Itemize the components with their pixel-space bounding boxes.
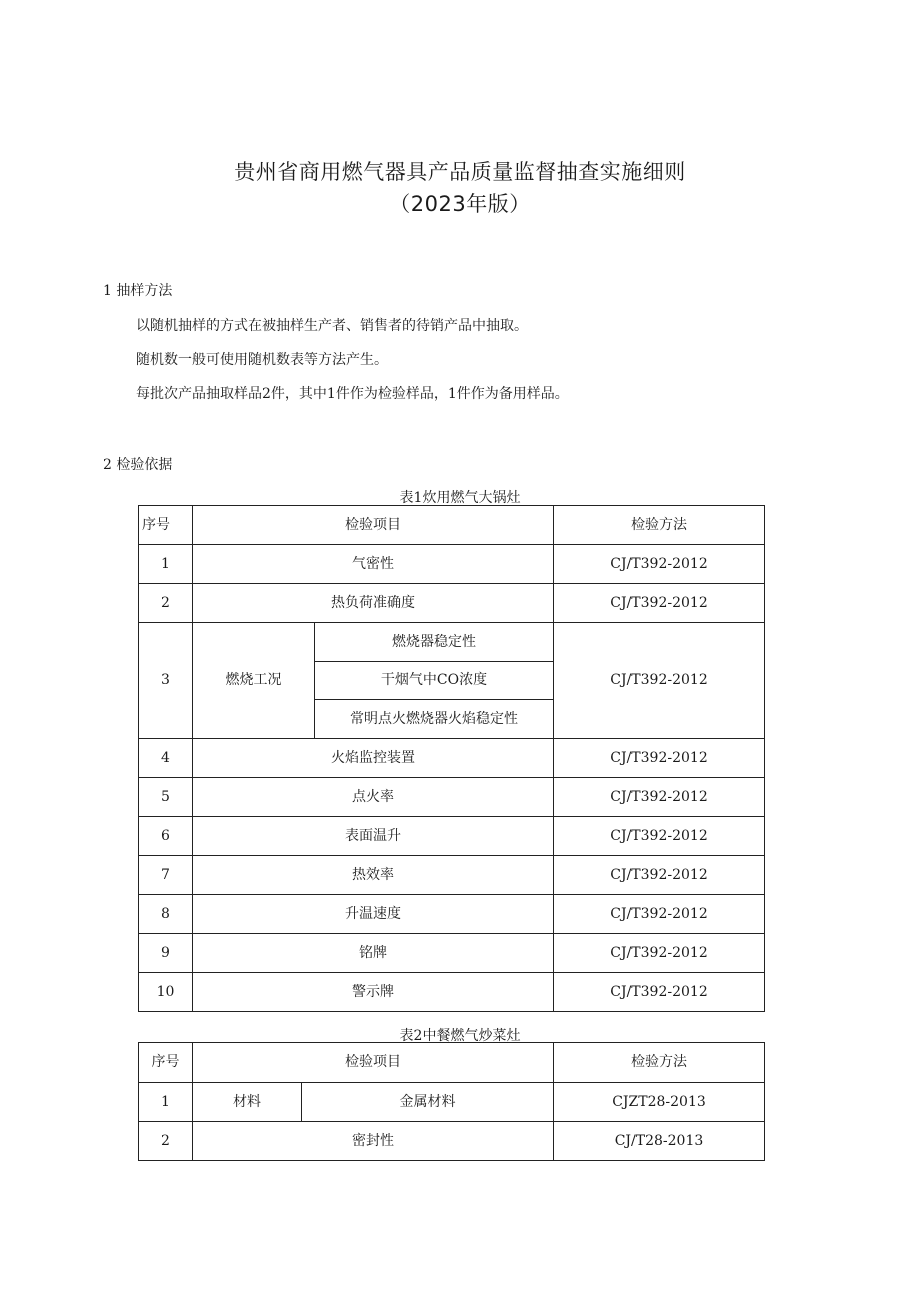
inspection-group: 材料 xyxy=(193,1083,302,1122)
table-row xyxy=(139,778,765,817)
section-1-heading: 1 抽样方法 xyxy=(103,283,173,299)
section-2-heading: 2 检验依据 xyxy=(103,457,173,473)
inspection-item: 警示牌 xyxy=(193,973,554,1012)
row-number: 1 xyxy=(139,545,193,584)
inspection-item: 密封性 xyxy=(193,1122,554,1161)
table-header-row xyxy=(139,506,765,545)
table-2-caption: 表2中餐燃气炒菜灶 xyxy=(399,1028,521,1044)
paragraph: 每批次产品抽取样品2件，其中1件作为检验样品，1件作为备用样品。 xyxy=(136,386,569,402)
table-row xyxy=(139,817,765,856)
inspection-subitem: 燃烧器稳定性 xyxy=(315,623,554,662)
inspection-method: CJ/T392-2012 xyxy=(554,895,765,934)
inspection-subitem: 常明点火燃烧器火焰稳定性 xyxy=(315,700,554,739)
row-number: 6 xyxy=(139,817,193,856)
paragraph: 以随机抽样的方式在被抽样生产者、销售者的待销产品中抽取。 xyxy=(136,318,528,334)
inspection-method: CJ/T392-2012 xyxy=(554,623,765,739)
inspection-item: 升温速度 xyxy=(193,895,554,934)
table-row xyxy=(139,1083,765,1122)
row-number: 2 xyxy=(139,584,193,623)
row-number: 4 xyxy=(139,739,193,778)
document-title: 贵州省商用燃气器具产品质量监督抽查实施细则 xyxy=(234,160,686,184)
inspection-method: CJ/T392-2012 xyxy=(554,934,765,973)
table-row xyxy=(139,739,765,778)
document-subtitle: （2023年版） xyxy=(389,192,531,216)
inspection-method: CJ/T392-2012 xyxy=(554,778,765,817)
inspection-item: 金属材料 xyxy=(302,1083,554,1122)
inspection-subitem: 干烟气中CO浓度 xyxy=(315,662,554,700)
inspection-item: 铭牌 xyxy=(193,934,554,973)
inspection-item: 火焰监控装置 xyxy=(193,739,554,778)
table-row xyxy=(139,545,765,584)
table-row xyxy=(139,1122,765,1161)
table-header-row xyxy=(139,1043,765,1083)
header-cell: 检验方法 xyxy=(554,1043,765,1083)
table-row xyxy=(139,856,765,895)
table-1-caption: 表1炊用燃气大锅灶 xyxy=(399,490,521,506)
row-number: 2 xyxy=(139,1122,193,1161)
inspection-method: CJ/T392-2012 xyxy=(554,739,765,778)
inspection-item: 点火率 xyxy=(193,778,554,817)
header-cell: 检验项目 xyxy=(193,1043,554,1083)
table-1 xyxy=(138,505,765,1012)
header-cell: 序号 xyxy=(139,506,193,545)
inspection-method: CJ/T392-2012 xyxy=(554,973,765,1012)
inspection-method: CJ/T392-2012 xyxy=(554,545,765,584)
header-cell: 检验项目 xyxy=(193,506,554,545)
inspection-method: CJ/T392-2012 xyxy=(554,817,765,856)
table-2 xyxy=(138,1042,765,1161)
header-cell: 检验方法 xyxy=(554,506,765,545)
row-number: 9 xyxy=(139,934,193,973)
inspection-item: 热负荷准确度 xyxy=(193,584,554,623)
inspection-method: CJ/T28-2013 xyxy=(554,1122,765,1161)
table-row xyxy=(139,895,765,934)
row-number: 1 xyxy=(139,1083,193,1122)
header-cell: 序号 xyxy=(139,1043,193,1083)
inspection-item: 热效率 xyxy=(193,856,554,895)
inspection-group: 燃烧工况 xyxy=(193,623,315,739)
row-number: 7 xyxy=(139,856,193,895)
table-row xyxy=(139,973,765,1012)
table-row xyxy=(139,584,765,623)
row-number: 10 xyxy=(139,973,193,1012)
inspection-method: CJ/T392-2012 xyxy=(554,856,765,895)
inspection-method: CJ/T392-2012 xyxy=(554,584,765,623)
table-row xyxy=(139,623,765,662)
inspection-item: 气密性 xyxy=(193,545,554,584)
row-number: 5 xyxy=(139,778,193,817)
row-number: 8 xyxy=(139,895,193,934)
inspection-method: CJZT28-2013 xyxy=(554,1083,765,1122)
inspection-item: 表面温升 xyxy=(193,817,554,856)
row-number: 3 xyxy=(139,623,193,739)
table-row xyxy=(139,934,765,973)
paragraph: 随机数一般可使用随机数表等方法产生。 xyxy=(136,352,388,368)
